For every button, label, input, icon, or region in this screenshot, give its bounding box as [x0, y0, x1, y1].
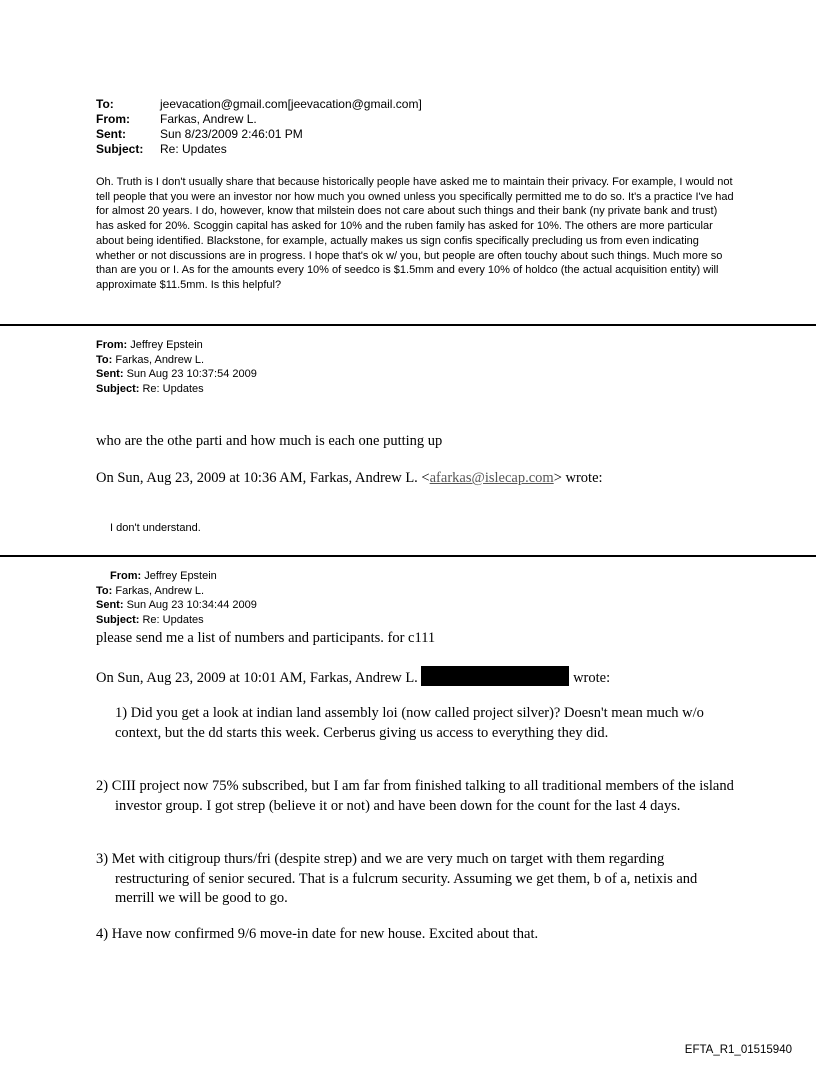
email2-to-row: To: Farkas, Andrew L.: [96, 353, 205, 366]
list-item: 4) Have now confirmed 9/6 move-in date for new house. Excited about that.: [96, 926, 539, 942]
email1-subject-row: Subject: Re: Updates: [96, 142, 227, 156]
email3-from-row: From: Jeffrey Epstein: [110, 570, 217, 582]
email1-from-value: Farkas, Andrew L.: [160, 112, 257, 126]
email2-body: who are the othe parti and how much is each one putting up: [96, 433, 443, 449]
email2-subject-row: Subject: Re: Updates: [96, 382, 204, 395]
email2-from-row: From: Jeffrey Epstein: [96, 339, 203, 351]
redaction-block: [421, 666, 569, 686]
email3-header: [96, 569, 257, 627]
email1-from-row: From: Farkas, Andrew L.: [96, 112, 257, 126]
list-item: 3) Met with citigroup thurs/fri (despite strep) and we are very much on target with them regarding restructuring of senior secured. That is a fulcrum security. Assuming we get them, b of a, netixis and merrill we will be good to go.: [96, 851, 698, 907]
email1-sent-value: Sun 8/23/2009 2:46:01 PM: [160, 127, 303, 141]
email1-to-row: To: jeevacation@gmail.com[jeevacation@gmail.com]: [96, 97, 422, 111]
email3-quote-line: On Sun, Aug 23, 2009 at 10:01 AM, Farkas, Andrew L. wrote:: [96, 666, 610, 687]
separator-line: [0, 324, 816, 326]
email3-sent-row: Sent: Sun Aug 23 10:34:44 2009: [96, 599, 257, 612]
list-item: 1) Did you get a look at indian land assembly loi (now called project silver)? Doesn't mean much w/o context, but the dd starts this week. Cerberus giving us access to everything they did.: [115, 705, 704, 741]
email2-header: [96, 338, 257, 396]
email2-quote-line: On Sun, Aug 23, 2009 at 10:36 AM, Farkas, Andrew L. <afarkas@islecap.com> wrote:: [96, 470, 603, 486]
list-item: 2) CIII project now 75% subscribed, but I am far from finished talking to all traditional members of the island investor group. I got strep (believe it or not) and have been down for the count for the last 4 days.: [96, 778, 734, 814]
separator-line: [0, 555, 816, 557]
email2-quoted-text: I don't understand.: [110, 522, 201, 534]
email2-sent-row: Sent: Sun Aug 23 10:37:54 2009: [96, 368, 257, 381]
email3-subject-row: Subject: Re: Updates: [96, 613, 204, 626]
email3-body: please send me a list of numbers and participants. for c111: [96, 630, 436, 646]
email1-body: Oh. Truth is I don't usually share that because historically people have asked me to maintain their privacy. For example, I would not tell people that you were an investor nor how much you owned unless you specifically permitted me to do so. It's a practice I've had for almost 20 years. I do, however, know that milstein does not care about such things and their bank (ny private bank and trust) has asked for 20%. Scoggin capital has asked for 10% and the ruben family has asked for 10%. The others are more particular about being identified. Blackstone, for example, actually makes us sign confis specifically precluding us from even indicating whether or not discussions are in progress. I hope that's ok w/ you, but people are often touchy about such things. Much more so than are you or I. As for the amounts every 10% of seedco is $1.5mm and every 10% of holdco (the actual acquisition entity) will approximate $11.5mm. Is this helpful?: [96, 176, 734, 291]
email1-sent-row: Sent: Sun 8/23/2009 2:46:01 PM: [96, 127, 303, 141]
email-link[interactable]: afarkas@islecap.com: [429, 470, 554, 486]
email1-to-value: jeevacation@gmail.com[jeevacation@gmail.com]: [160, 97, 422, 111]
document-id: EFTA_R1_01515940: [684, 1044, 792, 1056]
email1-subject-value: Re: Updates: [160, 142, 227, 156]
email1-header: [96, 97, 422, 157]
email3-to-row: To: Farkas, Andrew L.: [96, 584, 205, 597]
